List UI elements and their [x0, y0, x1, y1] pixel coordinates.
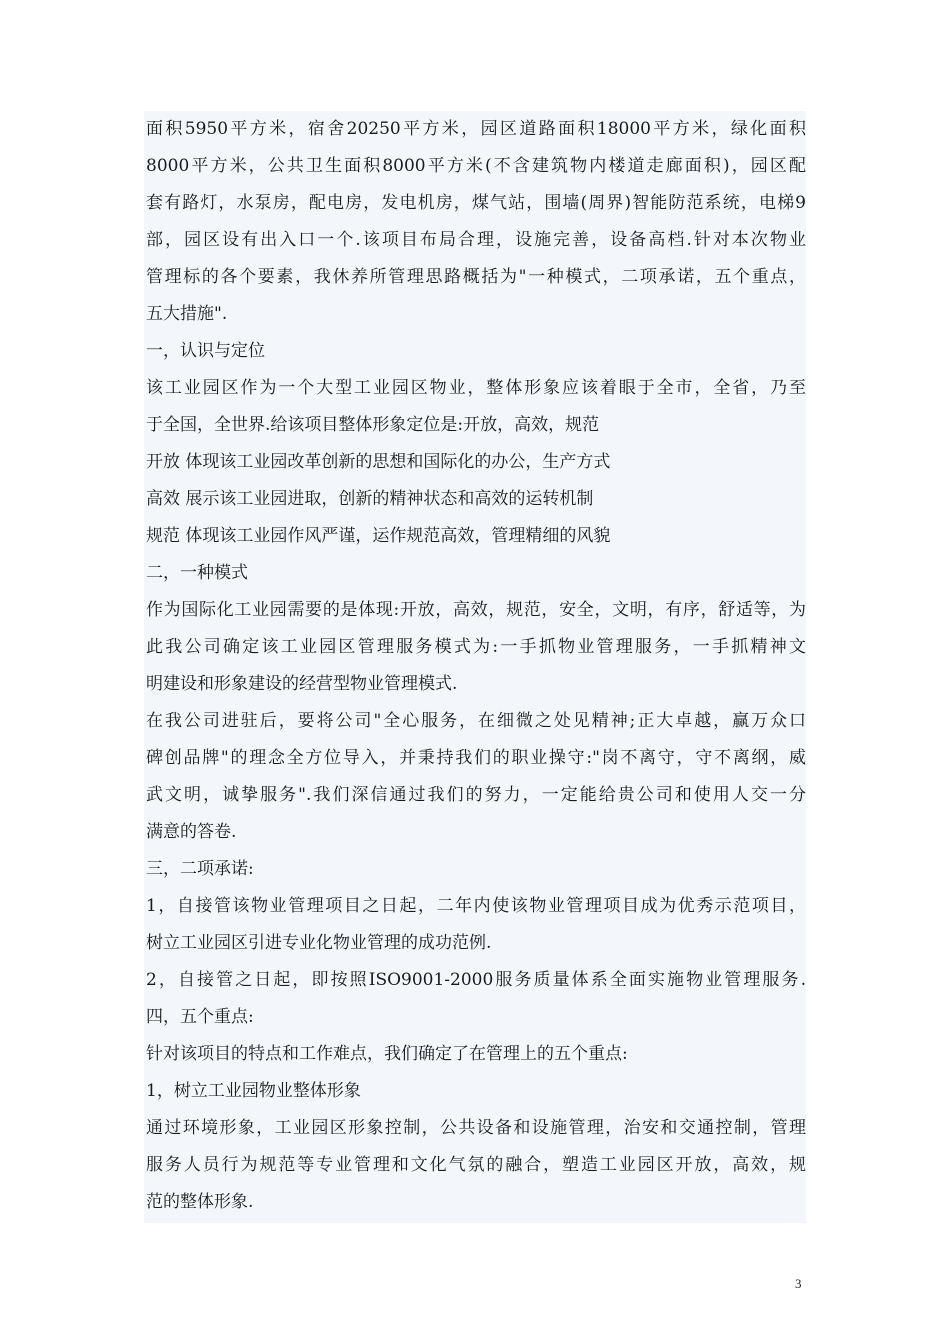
- text-line: 四，五个重点:: [146, 1007, 254, 1027]
- text-line: 范的整体形象.: [146, 1192, 254, 1212]
- text-line: 8000平方米，公共卫生面积8000平方米(不含建筑物内楼道走廊面积)，园区配: [146, 156, 806, 176]
- text-line: 明建设和形象建设的经营型物业管理模式.: [146, 674, 458, 694]
- text-line: 作为国际化工业园需要的是体现:开放，高效，规范，安全，文明，有序，舒适等，为: [146, 600, 806, 620]
- text-line: 三，二项承诺:: [146, 859, 254, 879]
- text-line: 武文明，诚挚服务".我们深信通过我们的努力，一定能给贵公司和使用人交一分: [146, 785, 806, 805]
- text-line: 五大措施".: [146, 304, 228, 324]
- text-line: 通过环境形象，工业园区形象控制，公共设备和设施管理，治安和交通控制，管理: [146, 1118, 806, 1138]
- text-line: 树立工业园区引进专业化物业管理的成功范例.: [146, 933, 492, 953]
- text-line: 2，自接管之日起，即按照ISO9001-2000服务质量体系全面实施物业管理服务.: [146, 970, 806, 990]
- text-line: 1，树立工业园物业整体形象: [146, 1081, 361, 1101]
- document-text-block: [144, 111, 806, 1223]
- text-line: 于全国，全世界.给该项目整体形象定位是:开放，高效，规范: [146, 415, 600, 435]
- text-line: 在我公司进驻后，要将公司"全心服务，在细微之处见精神;正大卓越，赢万众口: [146, 711, 806, 731]
- text-line: 开放 体现该工业园改革创新的思想和国际化的办公，生产方式: [146, 452, 611, 472]
- text-line: 一，认识与定位: [146, 341, 265, 361]
- text-line: 该工业园区作为一个大型工业园区物业，整体形象应该着眼于全市，全省，乃至: [146, 378, 806, 398]
- text-line: 面积5950平方米，宿舍20250平方米，园区道路面积18000平方米，绿化面积: [146, 119, 806, 139]
- text-line: 高效 展示该工业园进取，创新的精神状态和高效的运转机制: [146, 489, 594, 509]
- text-line: 针对该项目的特点和工作难点，我们确定了在管理上的五个重点:: [146, 1044, 628, 1064]
- text-line: 套有路灯，水泵房，配电房，发电机房，煤气站，围墙(周界)智能防范系统，电梯9: [146, 193, 806, 213]
- text-line: 此我公司确定该工业园区管理服务模式为:一手抓物业管理服务，一手抓精神文: [146, 637, 806, 657]
- text-line: 服务人员行为规范等专业管理和文化气氛的融合，塑造工业园区开放，高效，规: [146, 1155, 806, 1175]
- text-line: 碑创品牌"的理念全方位导入，并秉持我们的职业操守:"岗不离守，守不离纲，威: [146, 748, 806, 768]
- text-line: 二，一种模式: [146, 563, 248, 583]
- text-line: 1，自接管该物业管理项目之日起，二年内使该物业管理项目成为优秀示范项目，: [146, 896, 806, 916]
- text-line: 满意的答卷.: [146, 822, 237, 842]
- text-line: 管理标的各个要素，我休养所管理思路概括为"一种模式，二项承诺，五个重点，: [146, 267, 806, 287]
- text-line: 规范 体现该工业园作风严谨，运作规范高效，管理精细的风貌: [146, 526, 611, 546]
- page-number: 3: [795, 1276, 802, 1291]
- text-line: 部，园区设有出入口一个.该项目布局合理，设施完善，设备高档.针对本次物业: [146, 230, 806, 250]
